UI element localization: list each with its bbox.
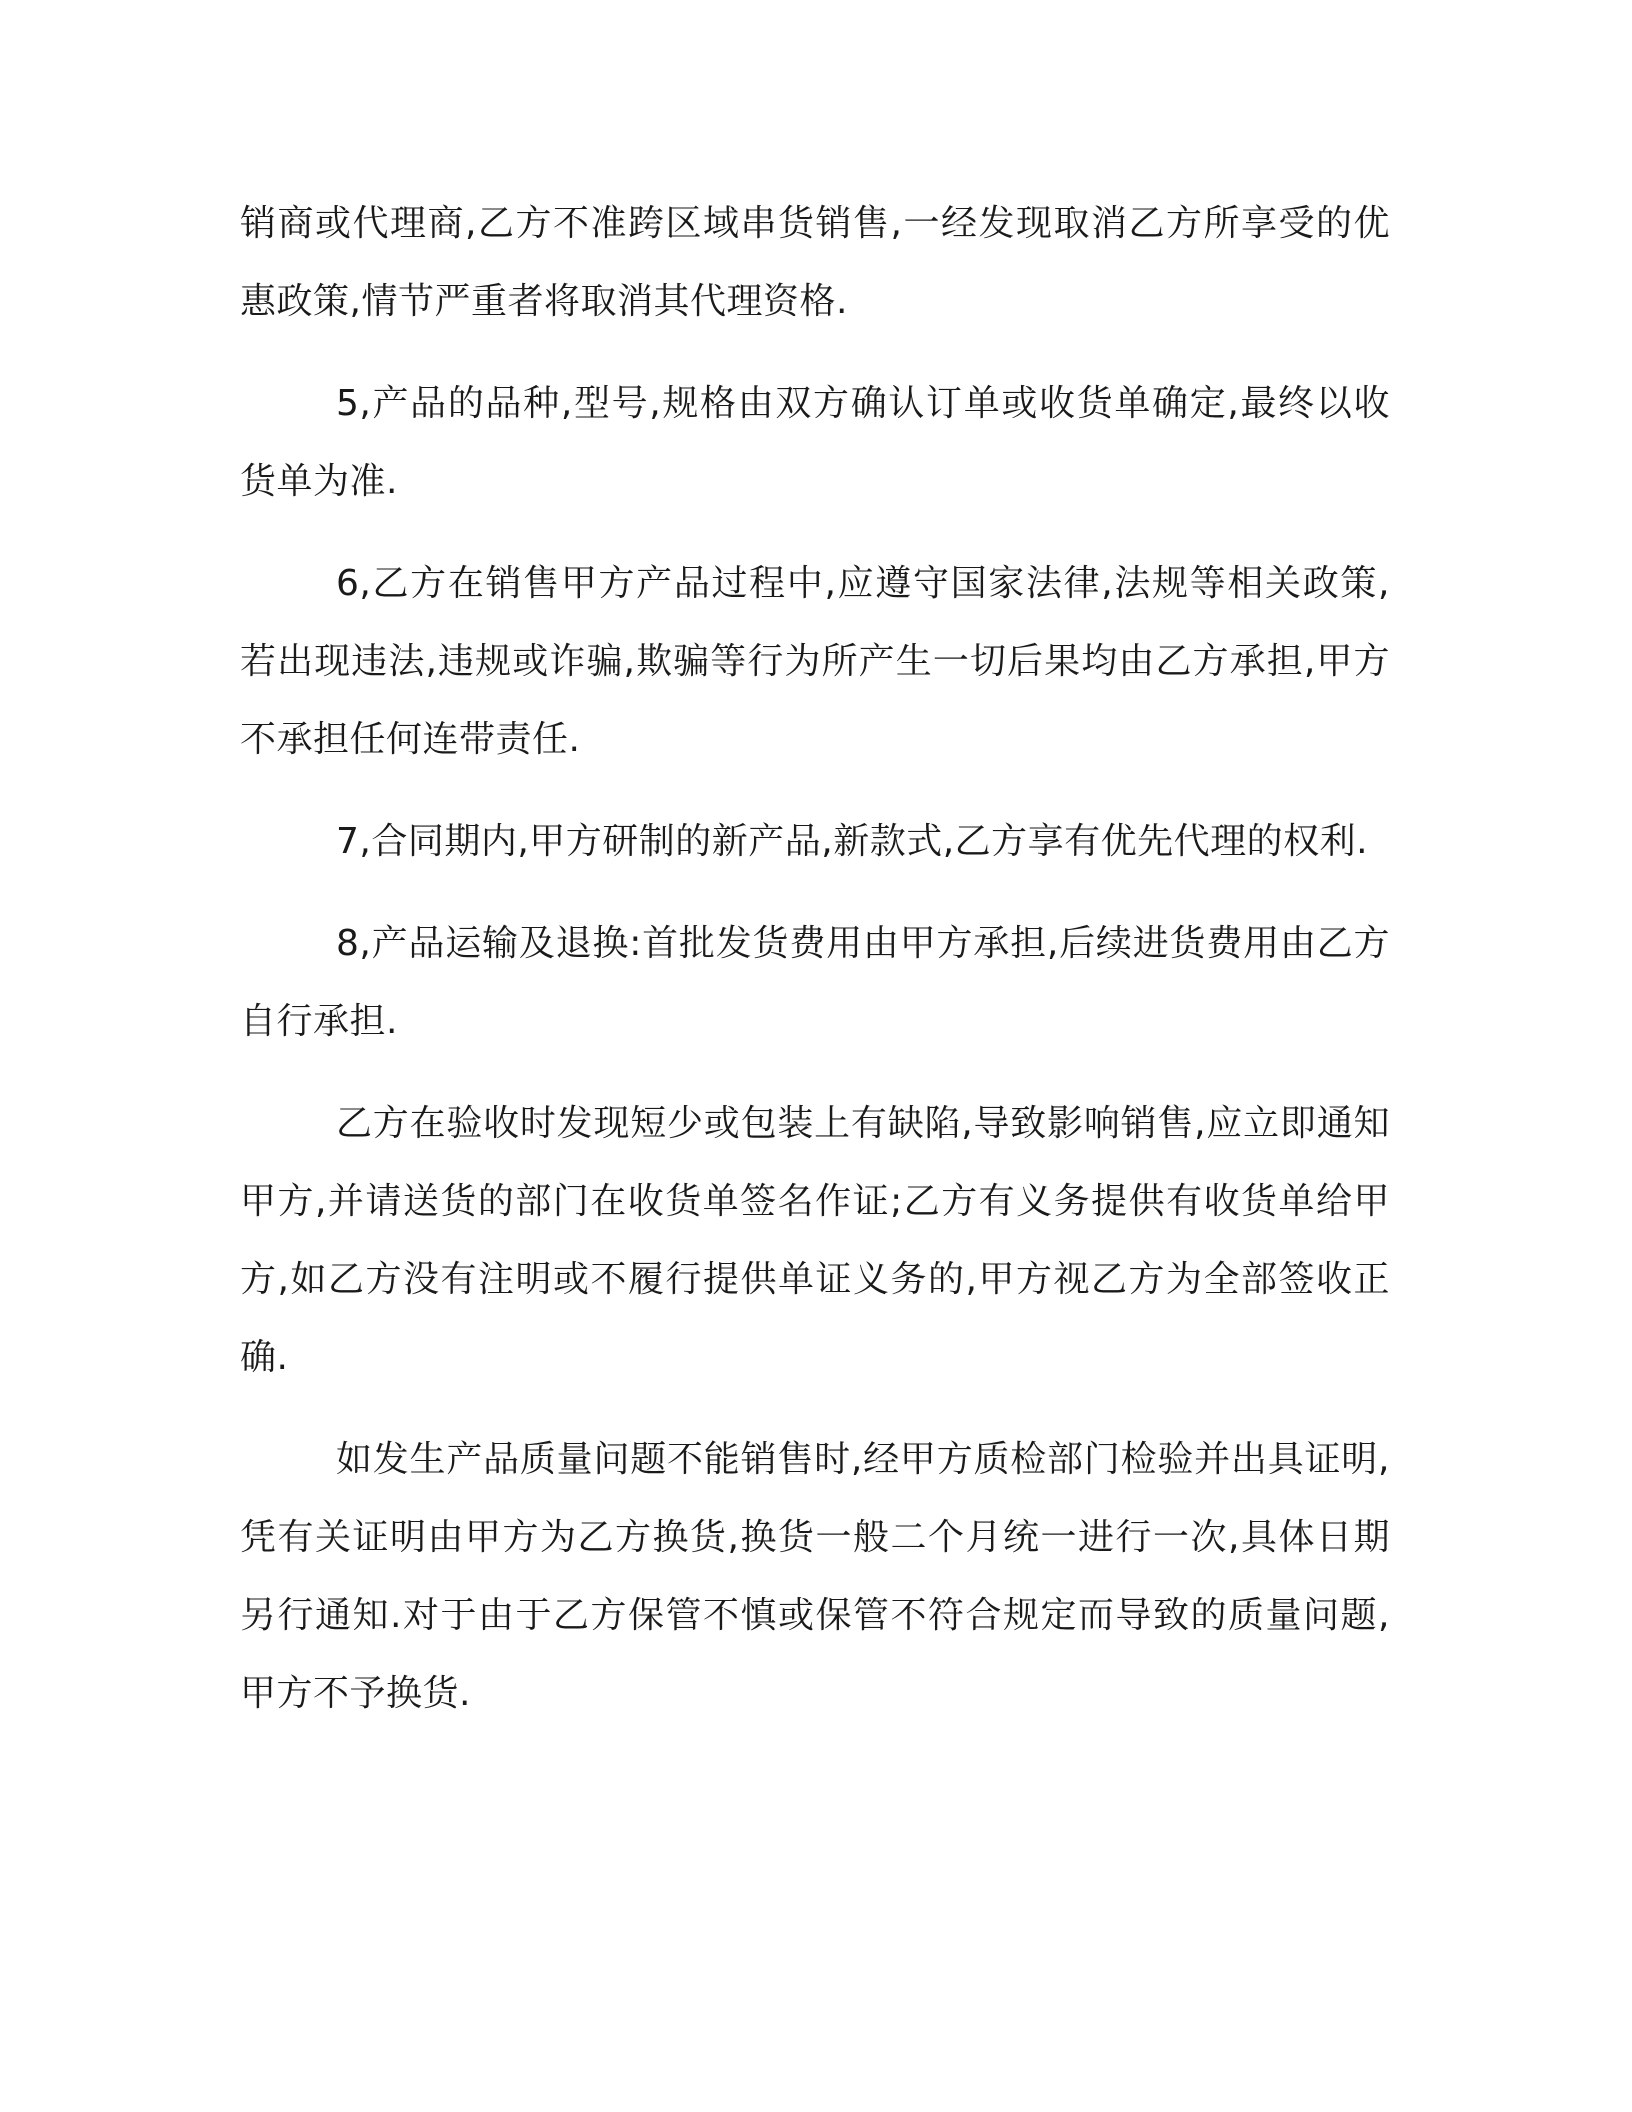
paragraph-clause-6: 6,乙方在销售甲方产品过程中,应遵守国家法律,法规等相关政策,若出现违法,违规或诈骗,欺骗等行为所产生一切后果均由乙方承担,甲方不承担任何连带责任. — [240, 563, 1390, 760]
document-body — [240, 185, 1390, 1757]
paragraph-clause-7: 7,合同期内,甲方研制的新产品,新款式,乙方享有优先代理的权利. — [336, 821, 1369, 862]
paragraph-clause-5: 5,产品的品种,型号,规格由双方确认订单或收货单确定,最终以收货单为准. — [240, 383, 1390, 502]
paragraph-quality-exchange: 如发生产品质量问题不能销售时,经甲方质检部门检验并出具证明,凭有关证明由甲方为乙方换货,换货一般二个月统一进行一次,具体日期另行通知.对于由于乙方保管不慎或保管不符合规定而导致的质量问题,甲方不予换货. — [240, 1439, 1390, 1714]
paragraph-clause-8: 8,产品运输及退换:首批发货费用由甲方承担,后续进货费用由乙方自行承担. — [240, 923, 1390, 1042]
paragraph-inspection: 乙方在验收时发现短少或包装上有缺陷,导致影响销售,应立即通知甲方,并请送货的部门在收货单签名作证;乙方有义务提供有收货单给甲方,如乙方没有注明或不履行提供单证义务的,甲方视乙方为全部签收正确. — [240, 1103, 1390, 1378]
paragraph-distribution-rule: 销商或代理商,乙方不准跨区域串货销售,一经发现取消乙方所享受的优惠政策,情节严重者将取消其代理资格. — [240, 203, 1390, 322]
